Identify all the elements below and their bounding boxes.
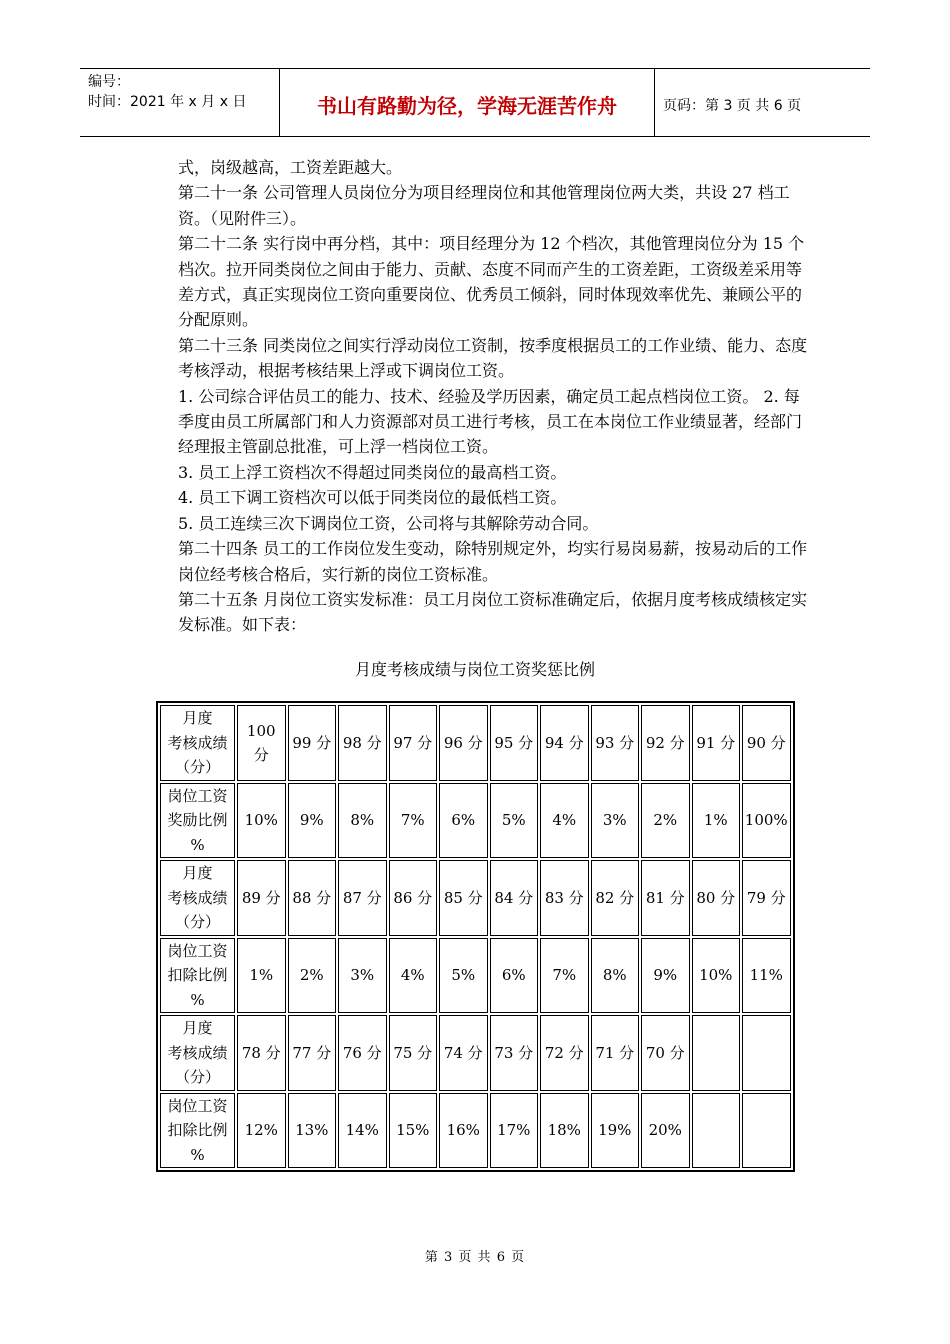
table-cell: 13% (288, 1093, 337, 1169)
table-cell: 73 分 (490, 1015, 539, 1091)
table-cell: 12% (237, 1093, 286, 1169)
table-cell: 17% (490, 1093, 539, 1169)
table-cell: 71 分 (591, 1015, 640, 1091)
table-cell: 15% (389, 1093, 438, 1169)
table-cell: 2% (641, 783, 690, 859)
table-cell: 81 分 (641, 860, 690, 936)
paragraph: 第二十五条 月岗位工资实发标准：员工月岗位工资标准确定后，依据月度考核成绩核定实发标准。如下表： (178, 589, 808, 635)
page-header (80, 68, 870, 137)
table-cell: 99 分 (288, 705, 337, 781)
row-label-line: % (190, 1145, 205, 1164)
header-motto: 书山有路勤为径，学海无涯苦作舟 (280, 69, 655, 136)
table-cell: 9% (288, 783, 337, 859)
row-label-line: 扣除比例 (167, 1121, 228, 1139)
table-cell: 94 分 (540, 705, 589, 781)
table-cell: 97 分 (389, 705, 438, 781)
table-cell: 4% (540, 783, 589, 859)
table-cell: 91 分 (692, 705, 741, 781)
table-cell: 11% (742, 938, 791, 1014)
row-label (160, 783, 235, 859)
table-cell: 7% (540, 938, 589, 1014)
table-cell: 79 分 (742, 860, 791, 936)
paragraph: 第二十二条 实行岗中再分档，其中：项目经理分为 12 个档次，其他管理岗位分为 15 个档次。拉开同类岗位之间由于能力、贡献、态度不同而产生的工资差距，工资级差采用等差方式，真正实现岗位工资向重要岗位、优秀员工倾斜，同时体现效率优先、兼顾公平的分配原则。 (178, 234, 805, 330)
table-cell: 14% (338, 1093, 387, 1169)
body-text (178, 155, 814, 638)
table-cell: 18% (540, 1093, 589, 1169)
header-page-number: 页码：第 3 页 共 6 页 (663, 97, 802, 114)
table-cell: 98 分 (338, 705, 387, 781)
table-cell: 72 分 (540, 1015, 589, 1091)
table-cell: 5% (490, 783, 539, 859)
table-row (160, 1015, 791, 1091)
paragraph: 5. 员工连续三次下调岗位工资，公司将与其解除劳动合同。 (178, 513, 599, 533)
table-cell: 3% (591, 783, 640, 859)
row-label-line: 考核成绩 (167, 888, 228, 907)
table-cell: 1% (692, 783, 741, 859)
row-label-line: （分） (174, 1068, 220, 1086)
table-cell: 89 分 (237, 860, 286, 936)
row-label-line: 月度 (182, 1019, 213, 1037)
table-cell: 6% (490, 938, 539, 1014)
row-label-line: 岗位工资 (167, 1096, 228, 1115)
paragraph: 第二十四条 员工的工作岗位发生变动，除特别规定外，均实行易岗易薪，按易动后的工作岗位经考核合格后，实行新的岗位工资标准。 (178, 539, 808, 584)
table-cell (742, 1093, 791, 1169)
header-code: 编号： (88, 74, 130, 90)
table-cell: 76 分 (338, 1015, 387, 1091)
table-cell: 5% (439, 938, 488, 1014)
row-label-line: （分） (174, 913, 220, 931)
table-cell (692, 1093, 741, 1169)
table-cell: 90 分 (742, 705, 791, 781)
paragraph: 1. 公司综合评估员工的能力、技术、经验及学历因素，确定员工起点档岗位工资。 2. 每季度由员工所属部门和人力资源部对员工进行考核，员工在本岗位工作业绩显著，经部门经理报主管副总批准，可上浮一档岗位工资。 (178, 386, 803, 457)
paragraph: 式，岗级越高，工资差距越大。 (178, 158, 403, 177)
table-cell: 96 分 (439, 705, 488, 781)
table-cell: 16% (439, 1093, 488, 1169)
row-label-line: % (190, 835, 205, 854)
row-label-line: 岗位工资 (167, 786, 228, 805)
table-row (160, 1093, 791, 1169)
paragraph: 3. 员工上浮工资档次不得超过同类岗位的最高档工资。 (178, 462, 567, 482)
table-row (160, 860, 791, 936)
table-cell: 74 分 (439, 1015, 488, 1091)
table-cell: 19% (591, 1093, 640, 1169)
row-label-line: 奖励比例 (167, 811, 228, 829)
table-cell: 70 分 (641, 1015, 690, 1091)
table-cell: 86 分 (389, 860, 438, 936)
table-title: 月度考核成绩与岗位工资奖惩比例 (354, 660, 595, 679)
table-cell: 84 分 (490, 860, 539, 936)
table-cell: 93 分 (591, 705, 640, 781)
table-cell: 1% (237, 938, 286, 1014)
header-date: 时间：2021 年 x 月 x 日 (88, 94, 247, 110)
row-label (160, 1015, 235, 1091)
table-row (160, 783, 791, 859)
table-cell: 10% (692, 938, 741, 1014)
page-footer: 第 3 页 共 6 页 (424, 1250, 526, 1265)
score-ratio-table (156, 701, 795, 1172)
row-label-line: 岗位工资 (167, 941, 228, 960)
table-row (160, 938, 791, 1014)
table-cell: 95 分 (490, 705, 539, 781)
paragraph: 第二十一条 公司管理人员岗位分为项目经理岗位和其他管理岗位两大类，共设 27 档工资。（见附件三）。 (178, 183, 790, 228)
table-cell: 8% (591, 938, 640, 1014)
row-label (160, 705, 235, 781)
row-label (160, 860, 235, 936)
table-cell: 100 分 (237, 705, 286, 781)
table-cell: 6% (439, 783, 488, 859)
row-label-line: （分） (174, 758, 220, 776)
paragraph: 4. 员工下调工资档次可以低于同类岗位的最低档工资。 (178, 488, 567, 508)
row-label (160, 1093, 235, 1169)
table-cell: 20% (641, 1093, 690, 1169)
table-cell: 88 分 (288, 860, 337, 936)
table-cell: 4% (389, 938, 438, 1014)
table-cell: 92 分 (641, 705, 690, 781)
table-cell: 85 分 (439, 860, 488, 936)
row-label-line: 月度 (182, 864, 213, 882)
table-cell: 77 分 (288, 1015, 337, 1091)
table-cell: 9% (641, 938, 690, 1014)
table-cell: 8% (338, 783, 387, 859)
table-cell: 2% (288, 938, 337, 1014)
row-label-line: 扣除比例 (167, 966, 228, 984)
table-cell: 80 分 (692, 860, 741, 936)
table-cell: 82 分 (591, 860, 640, 936)
table-cell: 10% (237, 783, 286, 859)
header-meta (80, 69, 280, 136)
table-row (160, 705, 791, 781)
row-label-line: % (190, 990, 205, 1009)
row-label (160, 938, 235, 1014)
table-cell: 75 分 (389, 1015, 438, 1091)
table-cell: 3% (338, 938, 387, 1014)
paragraph: 第二十三条 同类岗位之间实行浮动岗位工资制，按季度根据员工的工作业绩、能力、态度考核浮动，根据考核结果上浮或下调岗位工资。 (178, 335, 808, 381)
row-label-line: 考核成绩 (167, 1043, 228, 1062)
table-cell: 100% (742, 783, 791, 859)
table-cell (742, 1015, 791, 1091)
row-label-line: 月度 (182, 709, 213, 727)
row-label-line: 考核成绩 (167, 733, 228, 752)
table-cell: 83 分 (540, 860, 589, 936)
table-cell: 87 分 (338, 860, 387, 936)
table-cell: 7% (389, 783, 438, 859)
table-cell (692, 1015, 741, 1091)
table-cell: 78 分 (237, 1015, 286, 1091)
